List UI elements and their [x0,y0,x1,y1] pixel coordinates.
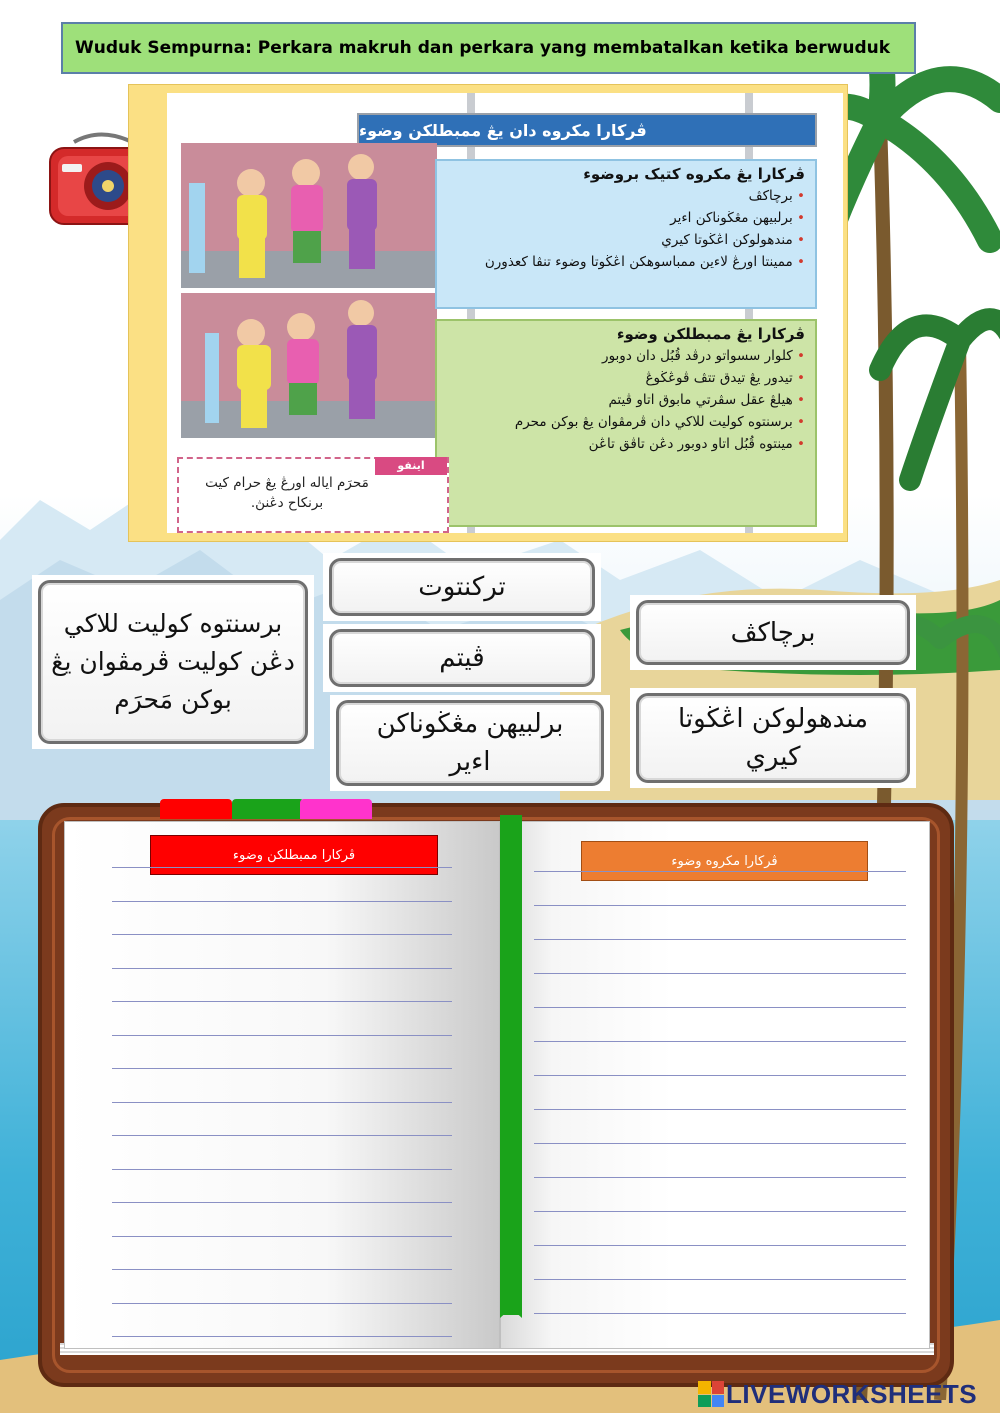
makruh-drop-label: ڤركارا مكروه وضوء [581,841,868,881]
info-panel-header: ڤركارا مكروه دان يڠ ممبطلكن وضوء [357,113,817,147]
ruled-line [534,1109,906,1110]
page-title: Wuduk Sempurna: Perkara makruh dan perkara yang membatalkan ketika berwuduk [75,38,891,58]
ruled-line [534,939,906,940]
ruled-line [534,871,906,872]
batal-item: • برسنتوه كوليت للاكي دان ڤرمڤوان يڠ بوكن محرم [447,411,805,433]
notebook-tab-green [232,799,304,819]
makruh-item: • برلبيهن مڠڬوناكن اءير [447,207,805,229]
ruled-line [112,1102,452,1103]
ruled-line [112,867,452,868]
notebook-right-page[interactable] [500,821,930,1349]
batal-heading: ڤركارا يڠ ممبطلكن وضوء [616,325,805,343]
illustration-children-washing-top [181,143,437,288]
makruh-heading: ڤركارا يڠ مكروه كتيک بروضوء [583,165,805,183]
logo-text: LIVEWORKSHEETS [726,1378,978,1409]
batal-list [437,345,815,455]
bookmark-ribbon-end [500,1308,522,1318]
ruled-line [112,901,452,902]
ruled-line [112,1135,452,1136]
ruled-line [534,1177,906,1178]
answer-card-text: برچاكڤ [730,617,816,648]
ruled-line [534,1075,906,1076]
makruh-item: • برچاكڤ [447,185,805,207]
batal-item: • مينتوه قُبُل اتاو دوبور دڠن تاڤق تاڠن [447,433,805,455]
answer-card[interactable] [323,553,601,621]
ruled-line [112,1001,452,1002]
answer-card[interactable] [630,595,916,670]
answer-card-text: برسنتوه كوليت للاكي دڠن كوليت ڤرمڤوان يڠ بوكن مَحرَم [51,609,295,714]
ruled-line [112,1336,452,1337]
ruled-line [534,1143,906,1144]
ruled-line [112,1236,452,1237]
makruh-box [435,159,817,309]
answer-card-text: ڤيتم [439,643,485,673]
info-panel [128,84,848,542]
ruled-line [112,934,452,935]
ruled-line [112,968,452,969]
title-bar [61,22,916,74]
ruled-line [112,1169,452,1170]
ruled-line [534,1313,906,1314]
makruh-item: • مندهولوكن اڠڬوتا كيري [447,229,805,251]
batal-item: • كلوار سسواتو درڤد قُبُل دان دوبور [447,345,805,367]
answer-card-text: مندهولوكن اڠڬوتا كيري [677,704,869,772]
liveworksheets-logo [698,1378,977,1410]
answer-card[interactable] [323,624,601,692]
bookmark-ribbon [500,815,522,1315]
info-panel-content [167,93,843,533]
batal-drop-label: ڤركارا ممبطلكن وضوء [150,835,438,875]
answer-card[interactable] [32,575,314,749]
notebook-tab-red [160,799,232,819]
logo-mark-icon [698,1381,724,1407]
ruled-line [534,1007,906,1008]
ruled-line [112,1035,452,1036]
makruh-item: • ممينتا اورڠ لاءين ممباسوهكن اڠڬوتا وضوء تنڤا كعذورن [447,251,805,273]
notebook-tab-pink [300,799,372,819]
ruled-line [534,1041,906,1042]
ruled-line [534,905,906,906]
ruled-line [112,1269,452,1270]
makruh-list [437,185,815,273]
info-note [177,457,449,533]
ruled-line [534,1245,906,1246]
ruled-line [112,1202,452,1203]
answer-card-text: برلبيهن مڠڬوناكن اءير [376,709,564,777]
answer-card[interactable] [630,688,916,788]
ruled-line [534,1211,906,1212]
info-note-tag: اينفو [375,457,447,475]
batal-box [435,319,817,527]
ruled-line [534,1279,906,1280]
answer-card[interactable] [330,695,610,791]
batal-item: • تيدور يڠ تيدق تتڤ ڤوڠڬوڠ [447,367,805,389]
info-note-text: مَحرَم اياله اورڠ يڠ حرام كيت برنكاح دڠنڽ. [205,475,369,511]
illustration-children-washing-bottom [181,293,437,438]
ruled-line [112,1303,452,1304]
batal-item: • هيلڠ عقل سڤرتي مابوق اتاو ڤيتم [447,389,805,411]
ruled-line [112,1068,452,1069]
answer-card-text: تركنتوت [418,572,506,602]
notebook [38,803,954,1387]
ruled-line [534,973,906,974]
